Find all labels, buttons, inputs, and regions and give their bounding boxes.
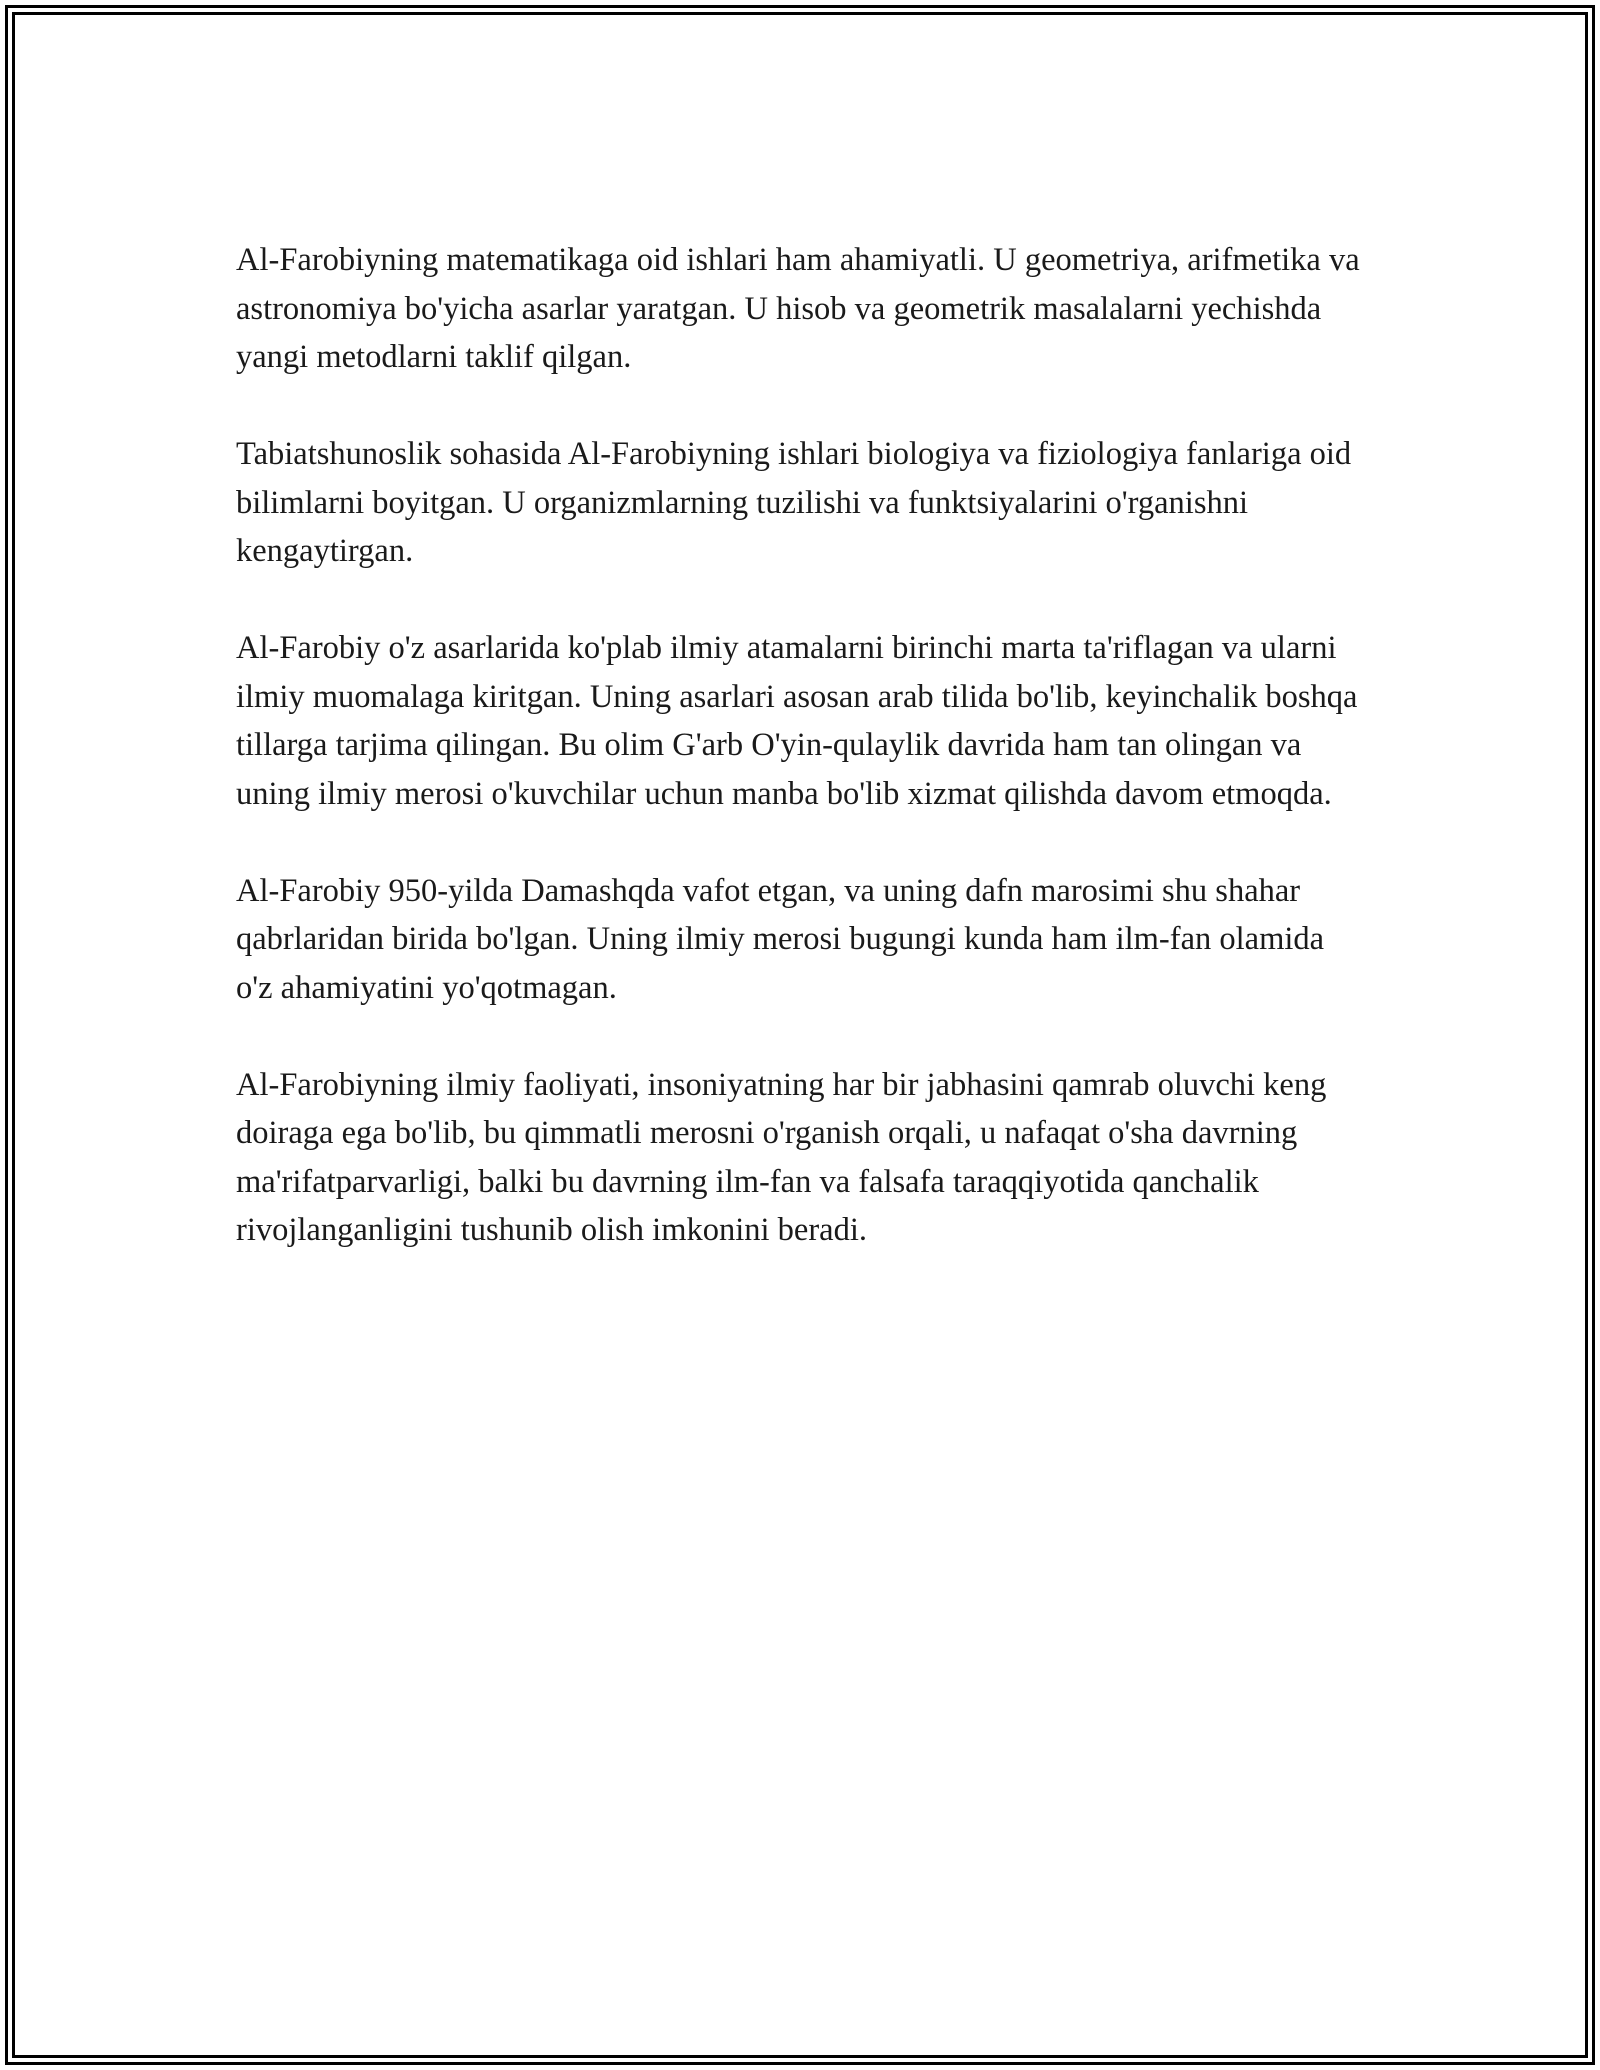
document-body [236,236,1366,1303]
paragraph-5: Al-Farobiyning ilmiy faoliyati, insoniyatning har bir jabhasini qamrab oluvchi keng doiraga ega bo'lib, bu qimmatli merosni o'rganish orqali, u nafaqat o'sha davrning ma'rifatparvarligi, balki bu davrning ilm-fan va falsafa taraqqiyotida qanchalik rivojlanganligini tushunib olish imkonini beradi. [236,1066,1327,1248]
paragraph-4: Al-Farobiy 950-yilda Damashqda vafot etgan, va uning dafn marosimi shu shahar qabrlaridan birida bo'lgan. Uning ilmiy merosi bugungi kunda ham ilm-fan olamida o'z ahamiyatini yo'qotmagan. [236,872,1325,1006]
paragraph-2: Tabiatshunoslik sohasida Al-Farobiyning ishlari biologiya va fiziologiya fanlariga oid bilimlarni boyitgan. U organizmlarning tuzilishi va funktsiyalarini o'rganishni kengaytirgan. [236,436,1352,569]
paragraph-3: Al-Farobiy o'z asarlarida ko'plab ilmiy atamalarni birinchi marta ta'riflagan va ularni ilmiy muomalaga kiritgan. Uning asarlari asosan arab tilida bo'lib, keyinchalik boshqa tillarga tarjima qilingan. Bu olim G'arb O'yin-qulaylik davrida ham tan olingan va uning ilmiy merosi o'kuvchilar uchun manba bo'lib xizmat qilishda davom etmoqda. [236,630,1358,812]
paragraph-1: Al-Farobiyning matematikaga oid ishlari ham ahamiyatli. U geometriya, arifmetika va astronomiya bo'yicha asarlar yaratgan. U hisob va geometrik masalalarni yechishda yangi metodlarni taklif qilgan. [236,242,1360,375]
